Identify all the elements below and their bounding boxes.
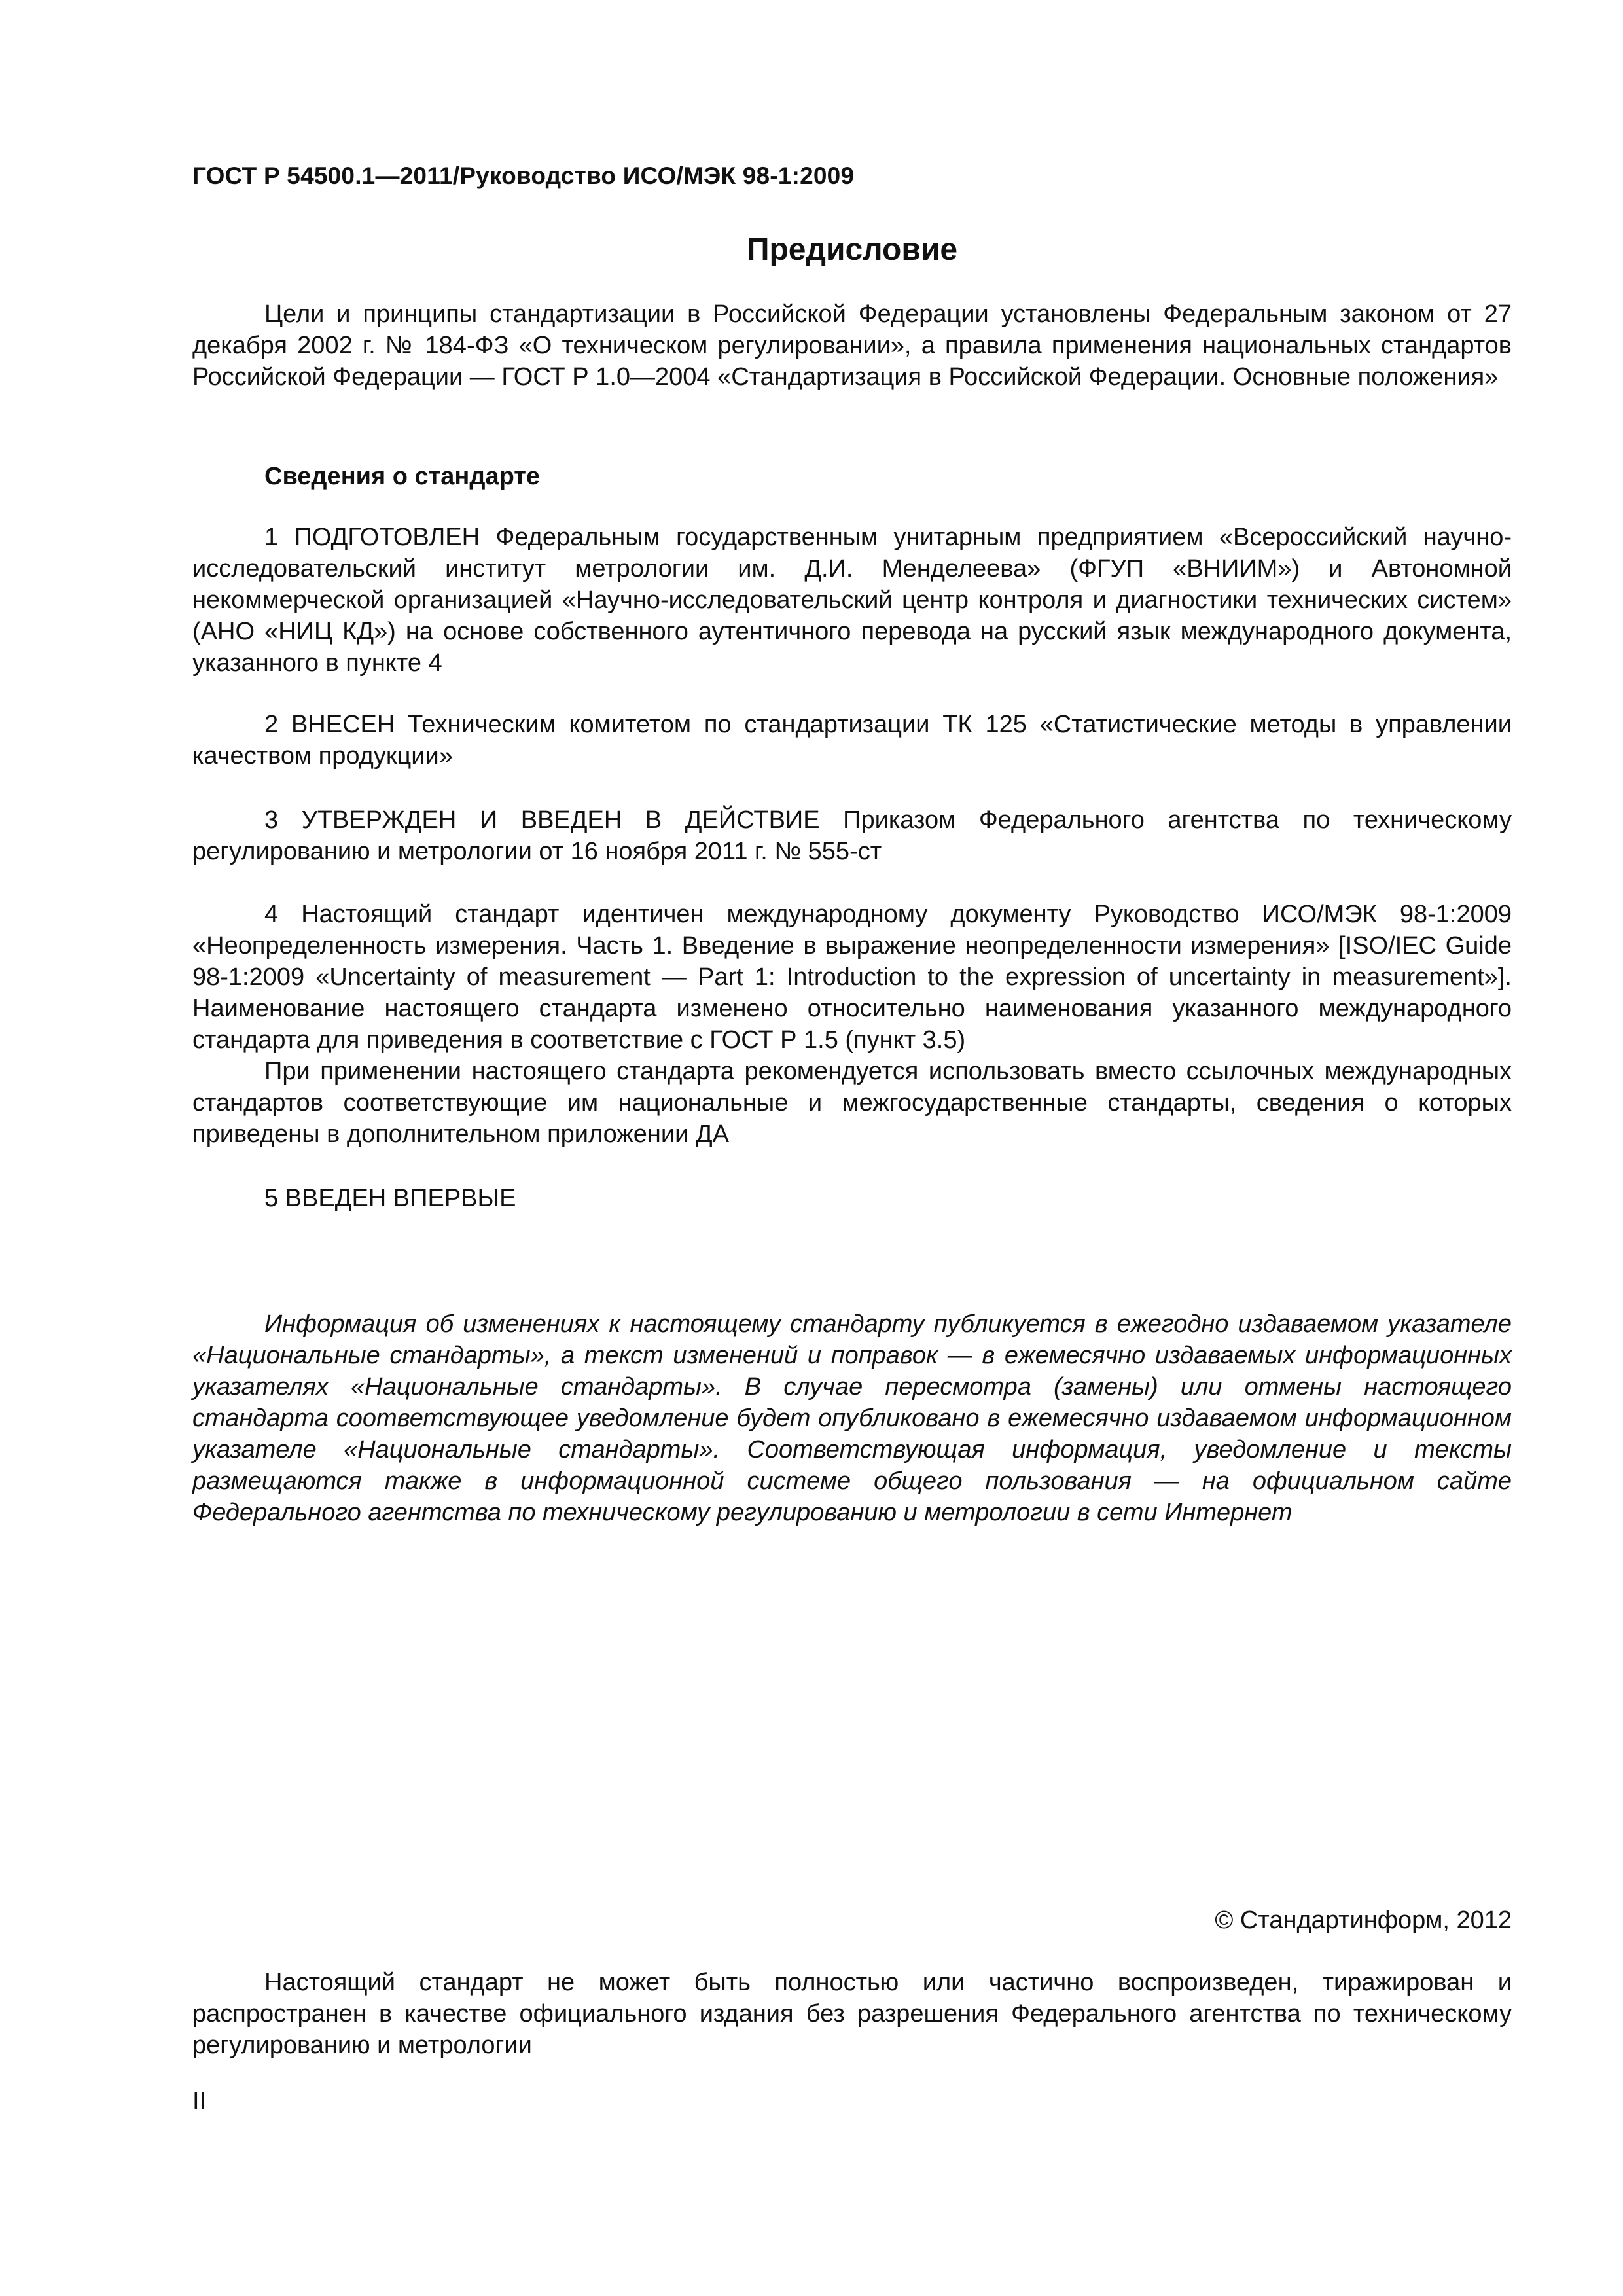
copyright-line: © Стандартинформ, 2012 — [1215, 1907, 1512, 1934]
amendments-notice: Информация об изменениях к настоящему стандарту публикуется в ежегодно издаваемом указателе «Национальные стандарты», а текст изменений и поправок — в ежемесячно издаваемых информационных указателях «Национальные стандарты». В случае пересмотра (замены) или отмены настоящего стандарта соответствующее уведомление будет опубликовано в ежемесячно издаваемом информационном указателе «Национальные стандарты». Соответствующая информация, уведомление и тексты размещаются также в информационной системе общего пользования — на официальном сайте Федерального агентства по техническому регулированию и метрологии в сети Интернет — [192, 1310, 1512, 1526]
item-4-paragraph: 4 Настоящий стандарт идентичен международному документу Руководство ИСО/МЭК 98-1:2009 «Неопределенность измерения. Часть 1. Введение в выражение неопределенности измерения» [ISO/IEC Guide 98-1:2009 «Uncertainty of measurement — Part 1: Introduction to the expression of uncertainty in measurement»]. Наименование настоящего стандарта изменено относительно наименования указанного международного стандарта для приведения в соответствие с ГОСТ Р 1.5 (пункт 3.5) — [192, 901, 1512, 1054]
item-2-paragraph: 2 ВНЕСЕН Техническим комитетом по стандартизации ТК 125 «Статистические методы в управлении качеством продукции» — [192, 711, 1512, 770]
intro-paragraph: Цели и принципы стандартизации в Российской Федерации установлены Федеральным законом от 27 декабря 2002 г. № 184-ФЗ «О техническом регулировании», а правила применения национальных стандартов Российской Федерации — ГОСТ Р 1.0—2004 «Стандартизация в Российской Федерации. Основные положения» — [192, 300, 1512, 391]
item-1-paragraph: 1 ПОДГОТОВЛЕН Федеральным государственным унитарным предприятием «Всероссийский научно-исследовательский институт метрологии им. Д.И. Менделеева» (ФГУП «ВНИИМ») и Автономной некоммерческой организацией «Научно-исследовательский центр контроля и диагностики технических систем» (АНО «НИЦ КД») на основе собственного аутентичного перевода на русский язык международного документа, указанного в пункте 4 — [192, 524, 1512, 677]
document-header-code: ГОСТ Р 54500.1—2011/Руководство ИСО/МЭК 98-1:2009 — [192, 162, 855, 189]
item-5-paragraph: 5 ВВЕДЕН ВПЕРВЫЕ — [264, 1185, 516, 1212]
page-number: II — [192, 2088, 207, 2115]
item-3-paragraph: 3 УТВЕРЖДЕН И ВВЕДЕН В ДЕЙСТВИЕ Приказом Федерального агентства по техническому регулированию и метрологии от 16 ноября 2011 г. № 555-ст — [192, 806, 1512, 865]
item-4-note-paragraph: При применении настоящего стандарта рекомендуется использовать вместо ссылочных международных стандартов соответствующие им национальные и межгосударственные стандарты, сведения о которых приведены в дополнительном приложении ДА — [192, 1058, 1512, 1148]
info-heading: Сведения о стандарте — [264, 463, 541, 490]
reproduction-notice: Настоящий стандарт не может быть полностью или частично воспроизведен, тиражирован и распространен в качестве официального издания без разрешения Федерального агентства по техническому регулированию и метрологии — [192, 1969, 1512, 2059]
page-title: Предисловие — [746, 232, 958, 267]
